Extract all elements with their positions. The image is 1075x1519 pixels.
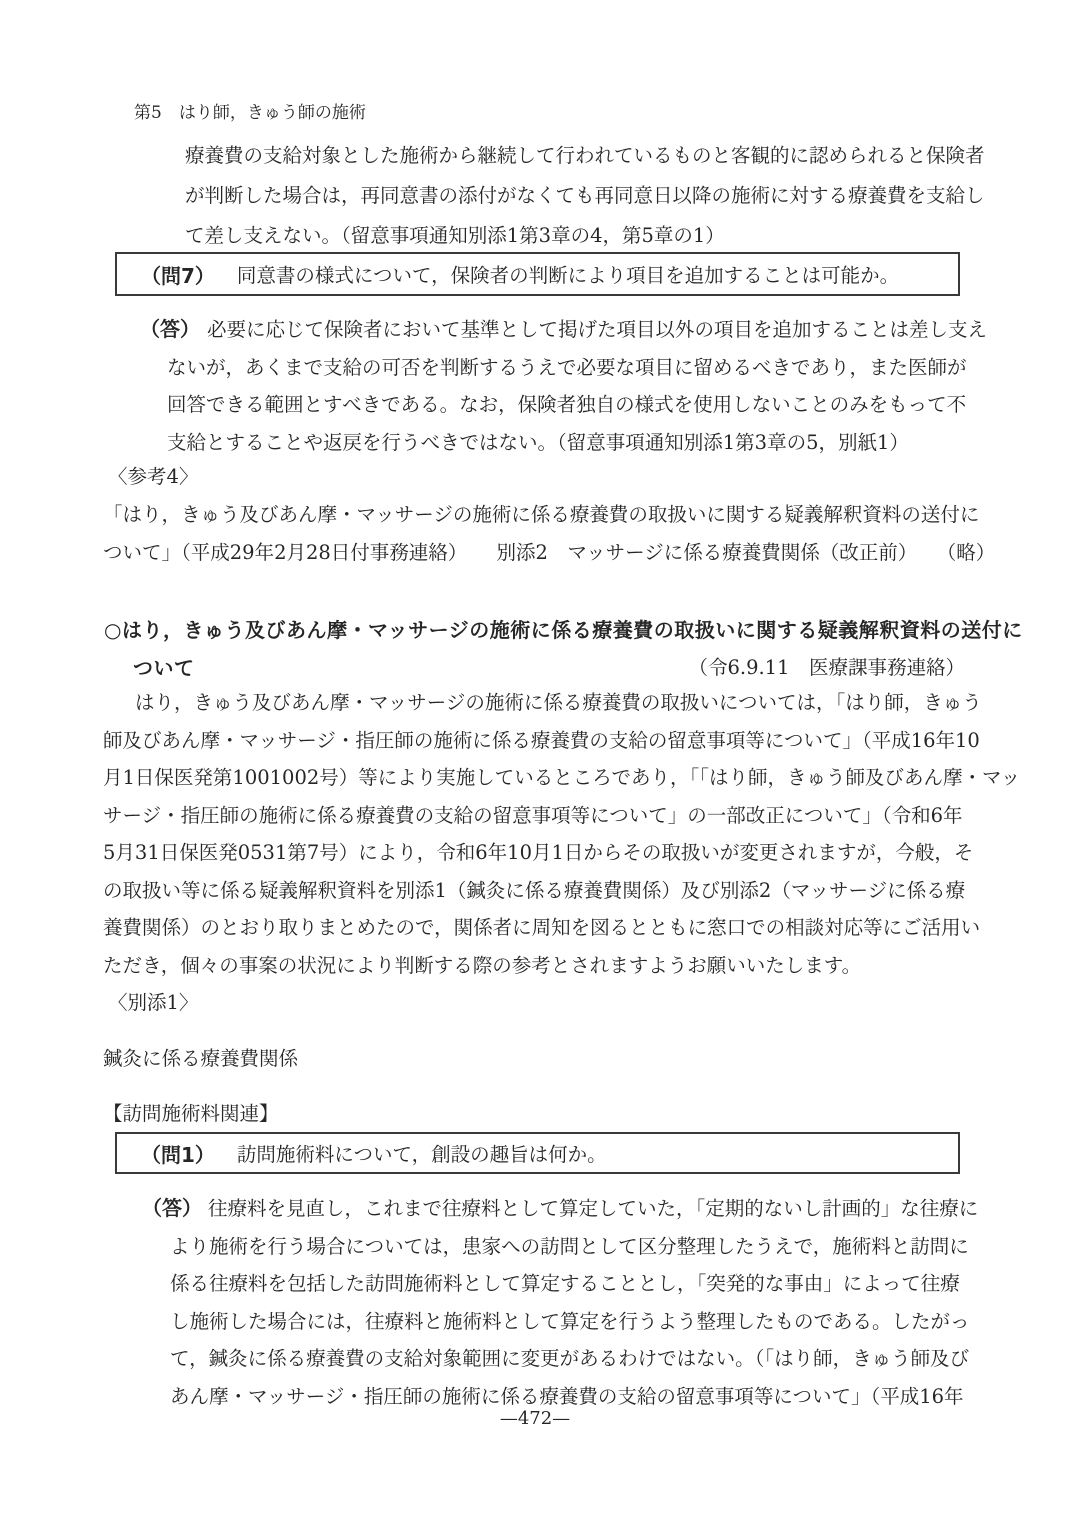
- attachment-1-subsection-title: 【訪問施術料関連】: [103, 1102, 279, 1125]
- text-line: はり，きゅう及びあん摩・マッサージの施術に係る療養費の取扱いについては，「はり師，きゅう: [135, 691, 982, 714]
- text-line: 5月31日保医発0531第7号）により，令和6年10月1日からその取扱いが変更されますが，今般，そ: [103, 841, 974, 864]
- text-line: 往療料を見直し，これまで往療料として算定していた，「定期的ないし計画的」な往療に: [208, 1197, 979, 1220]
- question-1-box: [115, 1132, 960, 1174]
- notice-date-note: （令6.9.11 医療課事務連絡）: [688, 656, 965, 679]
- text-line: の取扱い等に係る疑義解釈資料を別添1（鍼灸に係る療養費関係）及び別添2（マッサージに係る療: [103, 878, 966, 902]
- text-line: サージ・指圧師の施術に係る療養費の支給の留意事項等について」の一部改正について」（令和6年: [103, 803, 963, 827]
- text-line: し施術した場合には，往療料と施術料として算定を行うよう整理したものである。したがっ: [170, 1309, 970, 1333]
- answer-1-paragraph: [170, 1190, 978, 1415]
- text-line: 支給とすることや返戻を行うべきではない。（留意事項通知別添1第3章の5，別紙1）: [167, 430, 909, 454]
- reference-4-label: 〈参考4〉: [108, 465, 199, 488]
- attachment-1-label: 〈別添1〉: [108, 991, 199, 1014]
- text-line: より施術を行う場合については，患家への訪問として区分整理したうえで，施術料と訪問に: [170, 1234, 969, 1258]
- answer-1-label: （答）: [142, 1196, 202, 1220]
- text-line: ついて」（平成29年2月28日付事務連絡） 別添2 マッサージに係る療養費関係（改正前） （略）: [103, 541, 996, 564]
- intro-paragraph: [185, 136, 985, 256]
- answer-7-paragraph: [167, 311, 987, 461]
- notice-title-line1: ○はり，きゅう及びあん摩・マッサージの施術に係る療養費の取扱いに関する疑義解釈資料の送付に: [104, 618, 1023, 642]
- text-line: 養費関係）のとおり取りまとめたので，関係者に周知を図るとともに窓口での相談対応等にご活用い: [103, 916, 981, 939]
- notice-body-paragraph: [103, 684, 1020, 984]
- text-line: 必要に応じて保険者において基準として掲げた項目以外の項目を追加することは差し支え: [207, 318, 988, 341]
- text-line: 係る往療料を包括した訪問施術料として算定することとし，「突発的な事由」によって往療: [170, 1272, 960, 1295]
- question-7-box: [115, 252, 960, 296]
- question-1-label: （問1）: [141, 1142, 215, 1167]
- running-header: 第5 はり師，きゅう師の施術: [134, 103, 366, 123]
- text-line: て差し支えない。（留意事項通知別添1第3章の4，第5章の1）: [185, 224, 725, 247]
- question-7-label: （問7）: [141, 263, 215, 288]
- text-line: 療養費の支給対象とした施術から継続して行われているものと客観的に認められると保険者: [185, 144, 985, 167]
- answer-7-label: （答）: [140, 317, 200, 341]
- reference-4-paragraph: [103, 496, 995, 572]
- text-line: 月1日保医発第1001002号）等により実施しているところであり，「「はり師，きゅう師及びあん摩・マッ: [103, 766, 1021, 789]
- text-line: あん摩・マッサージ・指圧師の施術に係る療養費の支給の留意事項等について」（平成16年: [170, 1384, 964, 1408]
- text-line: ないが，あくまで支給の可否を判断するうえで必要な項目に留めるべきであり，また医師が: [167, 355, 967, 379]
- page-number: —472—: [499, 1408, 571, 1429]
- question-7-text: 同意書の様式について，保険者の判断により項目を追加することは可能か。: [236, 264, 900, 287]
- attachment-1-section-title: 鍼灸に係る療養費関係: [103, 1047, 299, 1070]
- text-line: ただき，個々の事案の状況により判断する際の参考とされますようお願いいたします。: [103, 953, 862, 977]
- question-1-text: 訪問施術料について，創設の趣旨は何か。: [236, 1143, 607, 1166]
- text-line: 「はり，きゅう及びあん摩・マッサージの施術に係る療養費の取扱いに関する疑義解釈資料の送付に: [103, 503, 980, 526]
- text-line: 回答できる範囲とすべきである。なお，保険者独自の様式を使用しないことのみをもって不: [167, 393, 967, 416]
- text-line: て，鍼灸に係る療養費の支給対象範囲に変更があるわけではない。（「はり師，きゅう師及び: [170, 1347, 970, 1370]
- text-line: 師及びあん摩・マッサージ・指圧師の施術に係る療養費の支給の留意事項等について」（平成16年10: [103, 728, 980, 752]
- text-line: が判断した場合は，再同意書の添付がなくても再同意日以降の施術に対する療養費を支給し: [185, 184, 985, 207]
- notice-title-line2: ついて: [133, 656, 195, 680]
